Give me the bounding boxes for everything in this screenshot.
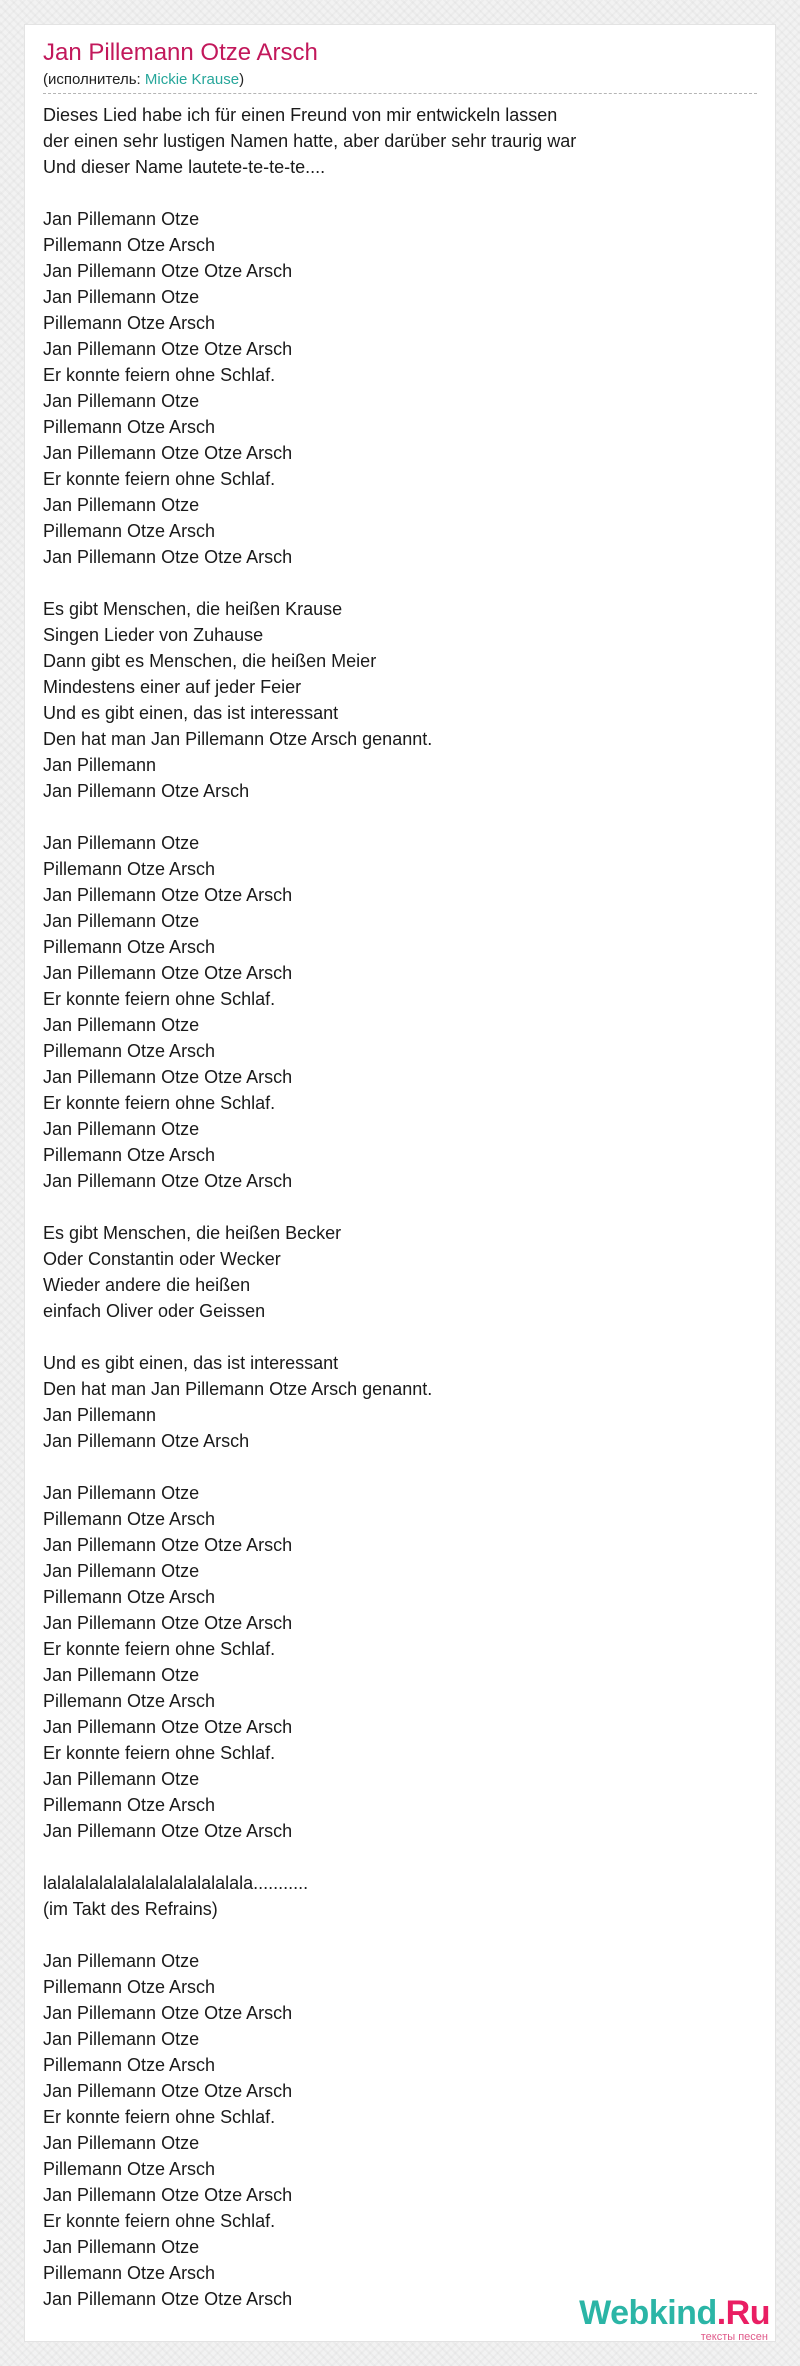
title-divider [43, 93, 757, 94]
lyrics-verse [43, 1220, 757, 1324]
lyrics-text [43, 102, 757, 2312]
lyric-line: lalalalalalalalalalalalalalala........... [43, 1873, 309, 1893]
lyric-line: Und es gibt einen, das ist interessant [43, 703, 339, 723]
lyric-line: Pillemann Otze Arsch [43, 1041, 216, 1061]
lyric-line: Den hat man Jan Pillemann Otze Arsch genannt. [43, 1379, 433, 1399]
lyric-line: Pillemann Otze Arsch [43, 1145, 216, 1165]
lyric-line: Jan Pillemann [43, 1405, 157, 1425]
lyric-line: Pillemann Otze Arsch [43, 417, 216, 437]
logo-wordmark [579, 2296, 770, 2330]
logo-name: Webkind [579, 2294, 717, 2332]
lyric-line: Es gibt Menschen, die heißen Krause [43, 599, 343, 619]
lyric-line: Pillemann Otze Arsch [43, 1691, 216, 1711]
lyric-line: Pillemann Otze Arsch [43, 313, 216, 333]
artist-prefix: (исполнитель: [43, 71, 145, 88]
lyric-line: Jan Pillemann Otze Otze Arsch [43, 2289, 293, 2309]
lyric-line: Jan Pillemann Otze [43, 1483, 200, 1503]
lyric-line: Und dieser Name lautete-te-te-te.... [43, 157, 326, 177]
lyric-line: Jan Pillemann Otze [43, 2237, 200, 2257]
lyric-line: Jan Pillemann [43, 755, 157, 775]
lyric-line: Pillemann Otze Arsch [43, 1977, 216, 1997]
lyric-line: Er konnte feiern ohne Schlaf. [43, 469, 276, 489]
lyric-line: Jan Pillemann Otze [43, 495, 200, 515]
lyrics-verse [43, 1870, 757, 1922]
lyric-line: Jan Pillemann Otze Otze Arsch [43, 1067, 293, 1087]
lyric-line: (im Takt des Refrains) [43, 1899, 218, 1919]
lyric-line: Singen Lieder von Zuhause [43, 625, 264, 645]
lyric-line: Er konnte feiern ohne Schlaf. [43, 1639, 276, 1659]
lyric-line: Jan Pillemann Otze Otze Arsch [43, 1171, 293, 1191]
lyric-line: Jan Pillemann Otze [43, 1951, 200, 1971]
lyrics-verse [43, 1948, 757, 2312]
lyric-line: Jan Pillemann Otze Otze Arsch [43, 1821, 293, 1841]
logo-tagline: тексты песен [700, 2331, 768, 2343]
lyric-line: Jan Pillemann Otze [43, 2133, 200, 2153]
lyrics-verse [43, 102, 757, 180]
lyric-line: Jan Pillemann Otze [43, 2029, 200, 2049]
lyric-line: Jan Pillemann Otze [43, 209, 200, 229]
lyric-line: Pillemann Otze Arsch [43, 859, 216, 879]
lyric-line: einfach Oliver oder Geissen [43, 1301, 266, 1321]
lyric-line: Jan Pillemann Otze Otze Arsch [43, 2081, 293, 2101]
lyric-line: Und es gibt einen, das ist interessant [43, 1353, 339, 1373]
lyric-line: Jan Pillemann Otze Otze Arsch [43, 1613, 293, 1633]
lyric-line: Pillemann Otze Arsch [43, 1795, 216, 1815]
lyric-line: Pillemann Otze Arsch [43, 2055, 216, 2075]
artist-suffix: ) [239, 71, 245, 88]
lyric-line: Pillemann Otze Arsch [43, 521, 216, 541]
lyric-line: Jan Pillemann Otze [43, 287, 200, 307]
lyric-line: Jan Pillemann Otze Otze Arsch [43, 339, 293, 359]
lyrics-verse [43, 206, 757, 570]
site-logo[interactable] [579, 2296, 770, 2343]
lyric-line: Pillemann Otze Arsch [43, 235, 216, 255]
lyric-line: Jan Pillemann Otze Otze Arsch [43, 1535, 293, 1555]
lyric-line: Jan Pillemann Otze [43, 833, 200, 853]
lyric-line: Jan Pillemann Otze Otze Arsch [43, 443, 293, 463]
lyric-line: Jan Pillemann Otze [43, 1015, 200, 1035]
lyric-line: Wieder andere die heißen [43, 1275, 251, 1295]
lyric-line: Er konnte feiern ohne Schlaf. [43, 2211, 276, 2231]
lyric-line: Pillemann Otze Arsch [43, 2159, 216, 2179]
lyric-line: Dieses Lied habe ich für einen Freund von mir entwickeln lassen [43, 105, 558, 125]
lyric-line: Pillemann Otze Arsch [43, 1587, 216, 1607]
lyric-line: Jan Pillemann Otze Otze Arsch [43, 963, 293, 983]
logo-tld: .Ru [716, 2294, 770, 2332]
lyric-line: Jan Pillemann Otze [43, 1769, 200, 1789]
lyric-line: Er konnte feiern ohne Schlaf. [43, 989, 276, 1009]
lyric-line: Jan Pillemann Otze [43, 911, 200, 931]
lyric-line: Jan Pillemann Otze Arsch [43, 1431, 250, 1451]
lyric-line: Den hat man Jan Pillemann Otze Arsch genannt. [43, 729, 433, 749]
lyric-line: Jan Pillemann Otze [43, 1665, 200, 1685]
lyric-line: Er konnte feiern ohne Schlaf. [43, 365, 276, 385]
lyric-line: Jan Pillemann Otze Otze Arsch [43, 2185, 293, 2205]
lyrics-verse [43, 1350, 757, 1454]
lyric-line: Er konnte feiern ohne Schlaf. [43, 1743, 276, 1763]
lyric-line: Jan Pillemann Otze [43, 1561, 200, 1581]
lyric-line: Oder Constantin oder Wecker [43, 1249, 281, 1269]
artist-link[interactable]: Mickie Krause [144, 71, 240, 88]
song-title: Jan Pillemann Otze Arsch [43, 39, 318, 66]
lyrics-card [24, 24, 776, 2342]
lyric-line: Jan Pillemann Otze Arsch [43, 781, 250, 801]
lyric-line: der einen sehr lustigen Namen hatte, aber darüber sehr traurig war [43, 131, 577, 151]
lyrics-verse [43, 596, 757, 804]
lyric-line: Es gibt Menschen, die heißen Becker [43, 1223, 342, 1243]
lyric-line: Pillemann Otze Arsch [43, 937, 216, 957]
lyric-line: Jan Pillemann Otze Otze Arsch [43, 885, 293, 905]
lyric-line: Er konnte feiern ohne Schlaf. [43, 2107, 276, 2127]
lyric-line: Pillemann Otze Arsch [43, 2263, 216, 2283]
lyric-line: Jan Pillemann Otze Otze Arsch [43, 261, 293, 281]
lyric-line: Dann gibt es Menschen, die heißen Meier [43, 651, 377, 671]
lyric-line: Jan Pillemann Otze [43, 1119, 200, 1139]
lyric-line: Mindestens einer auf jeder Feier [43, 677, 302, 697]
lyrics-verse [43, 830, 757, 1194]
lyric-line: Jan Pillemann Otze [43, 391, 200, 411]
artist-line [43, 71, 757, 89]
lyric-line: Er konnte feiern ohne Schlaf. [43, 1093, 276, 1113]
lyrics-verse [43, 1480, 757, 1844]
lyric-line: Pillemann Otze Arsch [43, 1509, 216, 1529]
lyric-line: Jan Pillemann Otze Otze Arsch [43, 2003, 293, 2023]
lyric-line: Jan Pillemann Otze Otze Arsch [43, 547, 293, 567]
lyric-line: Jan Pillemann Otze Otze Arsch [43, 1717, 293, 1737]
